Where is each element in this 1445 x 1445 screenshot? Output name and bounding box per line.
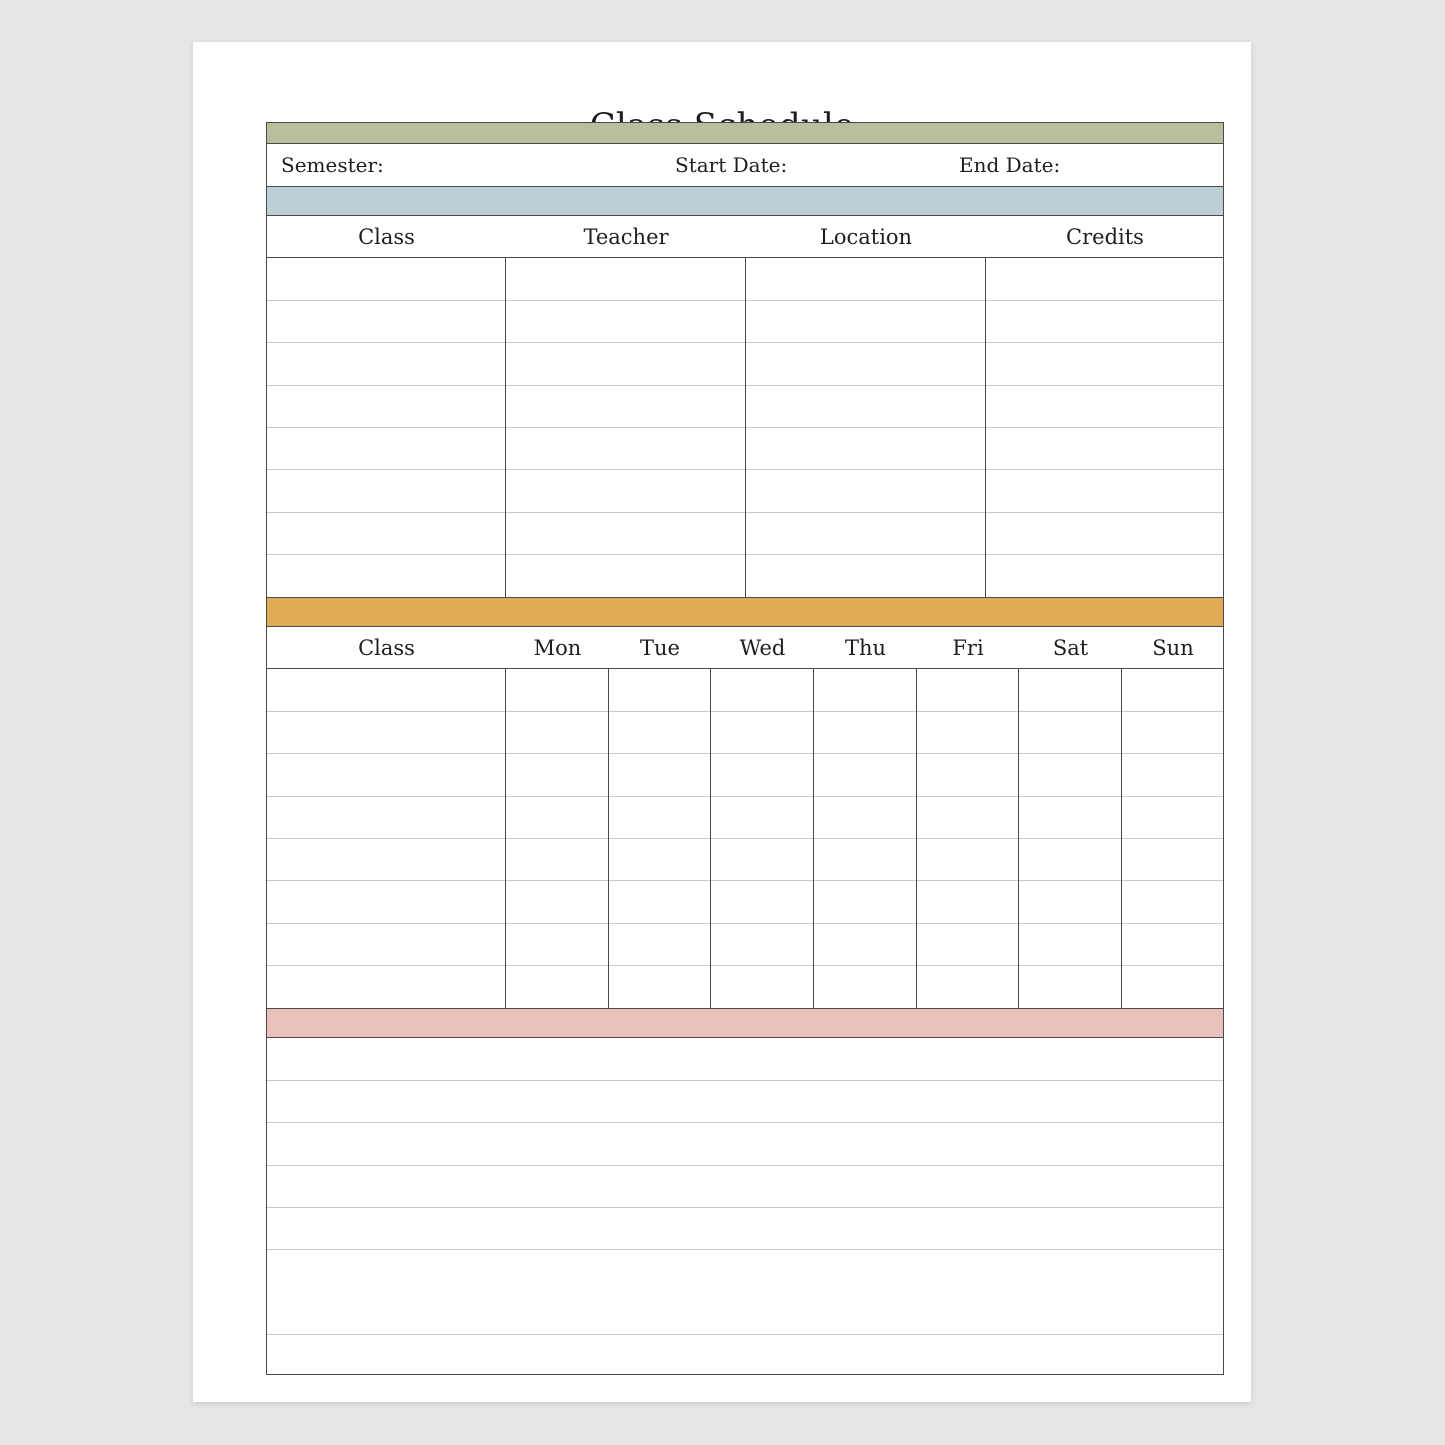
column-divider — [1018, 669, 1019, 1008]
table-row-divider — [267, 838, 1223, 839]
column-divider — [916, 669, 917, 1008]
weekly-table-body[interactable] — [267, 669, 1223, 1008]
notes-line — [267, 1249, 1223, 1250]
column-divider — [813, 669, 814, 1008]
semester-label[interactable]: Semester: — [281, 153, 384, 177]
notes-area[interactable] — [267, 1038, 1223, 1375]
header-teacher: Teacher — [583, 225, 669, 249]
header-wed: Wed — [739, 636, 786, 660]
column-divider — [1121, 669, 1122, 1008]
planner-page — [193, 42, 1251, 1402]
column-divider — [985, 258, 986, 597]
column-divider — [710, 669, 711, 1008]
table-row-divider — [267, 965, 1223, 966]
classes-table-header — [267, 216, 1223, 258]
table-row-divider — [267, 711, 1223, 712]
end-date-label[interactable]: End Date: — [959, 153, 1061, 177]
header-thu: Thu — [844, 636, 887, 660]
classes-table-body[interactable] — [267, 258, 1223, 597]
header-class: Class — [358, 225, 415, 249]
table-row-divider — [267, 923, 1223, 924]
header-location: Location — [819, 225, 913, 249]
weekly-table-header — [267, 627, 1223, 669]
semester-row — [267, 144, 1223, 186]
pink-color-band — [267, 1008, 1223, 1038]
table-row-divider — [267, 880, 1223, 881]
header-tue: Tue — [640, 636, 680, 660]
table-row-divider — [267, 796, 1223, 797]
green-color-band — [267, 123, 1223, 144]
header-credits: Credits — [1066, 225, 1144, 249]
notes-line — [267, 1080, 1223, 1081]
start-date-label[interactable]: Start Date: — [675, 153, 788, 177]
schedule-sheet — [266, 122, 1224, 1375]
header-class: Class — [358, 636, 415, 660]
column-divider — [505, 258, 506, 597]
header-mon: Mon — [533, 636, 582, 660]
notes-line — [267, 1165, 1223, 1166]
notes-line — [267, 1207, 1223, 1208]
blue-color-band — [267, 186, 1223, 216]
notes-line — [267, 1122, 1223, 1123]
orange-color-band — [267, 597, 1223, 627]
notes-line — [267, 1334, 1223, 1335]
column-divider — [608, 669, 609, 1008]
column-divider — [745, 258, 746, 597]
header-sun: Sun — [1152, 636, 1194, 660]
table-row-divider — [267, 753, 1223, 754]
header-fri: Fri — [952, 636, 984, 660]
column-divider — [505, 669, 506, 1008]
header-sat: Sat — [1052, 636, 1089, 660]
